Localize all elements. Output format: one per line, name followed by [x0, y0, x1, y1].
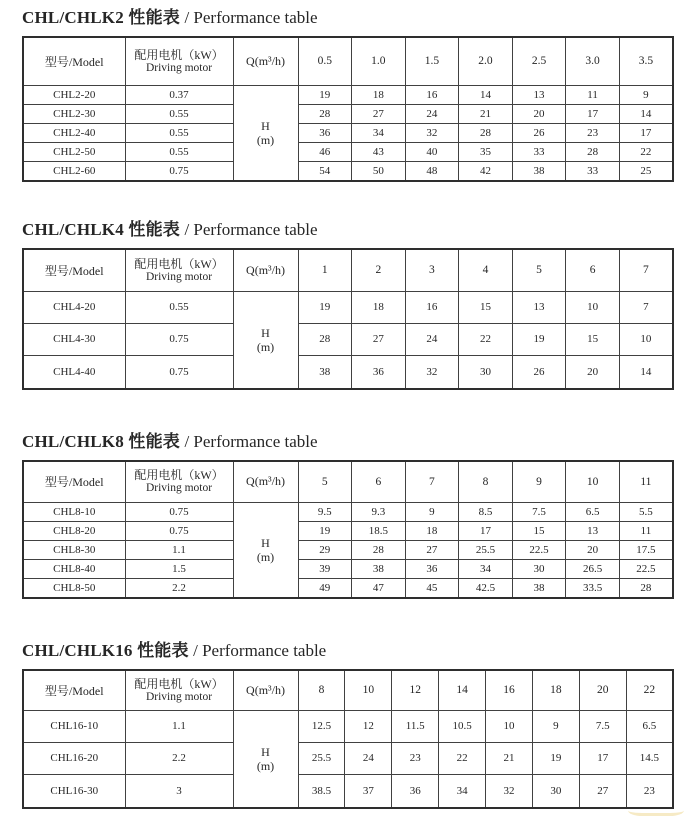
motor-power-cell: 2.2: [125, 742, 233, 774]
motor-header-english: Driving motor: [145, 482, 213, 495]
section-title-english: / Performance table: [184, 432, 318, 451]
head-value-cell: 16: [405, 85, 459, 104]
motor-power-cell: 1.1: [125, 540, 233, 559]
head-value-cell: 7: [619, 291, 673, 323]
table-row: [23, 323, 673, 355]
model-cell: CHL16-20: [23, 742, 125, 774]
motor-power-cell: 0.55: [125, 123, 233, 142]
table-row: [23, 123, 673, 142]
head-value-cell: 42: [459, 161, 513, 181]
section-title-series-cn: CHL/CHLK16 性能表: [22, 641, 194, 660]
head-value-cell: 13: [566, 521, 620, 540]
table-row: [23, 502, 673, 521]
head-value-cell: 23: [392, 742, 439, 774]
head-value-cell: 9: [619, 85, 673, 104]
head-value-cell: 27: [579, 775, 626, 809]
model-cell: CHL4-40: [23, 356, 125, 390]
motor-power-cell: 0.55: [125, 291, 233, 323]
performance-table: [22, 248, 674, 390]
section-title: [22, 218, 672, 242]
model-cell: CHL8-40: [23, 559, 125, 578]
head-value-cell: 32: [405, 356, 459, 390]
head-value-cell: 40: [405, 142, 459, 161]
flow-rate-value-header: 4: [459, 249, 513, 291]
head-value-cell: 38: [512, 578, 566, 598]
model-column-header: 型号/Model: [23, 37, 125, 85]
flow-rate-header: Q(m³/h): [233, 37, 298, 85]
flow-rate-value-header: 3: [405, 249, 459, 291]
table-row: [23, 85, 673, 104]
head-value-cell: 28: [566, 142, 620, 161]
flow-rate-value-header: 1.0: [352, 37, 406, 85]
head-value-cell: 18: [352, 291, 406, 323]
head-value-cell: 34: [439, 775, 486, 809]
motor-power-cell: 0.75: [125, 323, 233, 355]
head-value-cell: 18: [352, 85, 406, 104]
table-header-row: [23, 461, 673, 502]
table-row: [23, 559, 673, 578]
model-cell: CHL16-30: [23, 775, 125, 809]
section-title: [22, 430, 672, 454]
flow-rate-value-header: 7: [405, 461, 459, 502]
motor-column-header: [125, 670, 233, 710]
section-title-series-cn: CHL/CHLK8 性能表: [22, 432, 185, 451]
head-value-cell: 25.5: [459, 540, 513, 559]
motor-power-cell: 0.75: [125, 161, 233, 181]
performance-table: [22, 460, 674, 599]
head-value-cell: 36: [405, 559, 459, 578]
head-value-cell: 28: [459, 123, 513, 142]
head-value-cell: 22: [459, 323, 513, 355]
head-value-cell: 37: [345, 775, 392, 809]
head-value-cell: 15: [512, 521, 566, 540]
head-value-cell: 25: [619, 161, 673, 181]
head-value-cell: 18: [405, 521, 459, 540]
table-row: [23, 521, 673, 540]
head-value-cell: 46: [298, 142, 352, 161]
motor-header-chinese: 配用电机（kW）: [134, 468, 224, 483]
head-value-cell: 11.5: [392, 710, 439, 742]
head-value-cell: 15: [459, 291, 513, 323]
head-unit: (m): [256, 549, 275, 564]
head-unit-cell: [233, 85, 298, 181]
head-value-cell: 20: [512, 104, 566, 123]
head-value-cell: 35: [459, 142, 513, 161]
table-row: [23, 742, 673, 774]
motor-column-header: [125, 461, 233, 502]
motor-header-english: Driving motor: [145, 270, 213, 283]
table-row: [23, 142, 673, 161]
table-header-row: [23, 670, 673, 710]
flow-rate-value-header: 5: [512, 249, 566, 291]
head-value-cell: 17: [566, 104, 620, 123]
head-value-cell: 27: [405, 540, 459, 559]
model-cell: CHL4-30: [23, 323, 125, 355]
head-unit: (m): [256, 758, 275, 773]
head-value-cell: 36: [298, 123, 352, 142]
head-value-cell: 7.5: [512, 502, 566, 521]
head-value-cell: 26.5: [566, 559, 620, 578]
head-value-cell: 22.5: [512, 540, 566, 559]
head-value-cell: 17: [619, 123, 673, 142]
head-value-cell: 28: [298, 104, 352, 123]
head-value-cell: 26: [512, 123, 566, 142]
head-value-cell: 28: [352, 540, 406, 559]
head-value-cell: 29: [298, 540, 352, 559]
flow-rate-value-header: 8: [459, 461, 513, 502]
flow-rate-value-header: 18: [532, 670, 579, 710]
flow-rate-value-header: 12: [392, 670, 439, 710]
head-value-cell: 12: [345, 710, 392, 742]
head-value-cell: 25.5: [298, 742, 345, 774]
head-value-cell: 50: [352, 161, 406, 181]
motor-power-cell: 1.1: [125, 710, 233, 742]
head-value-cell: 30: [512, 559, 566, 578]
section-title-english: / Performance table: [184, 220, 318, 239]
model-cell: CHL2-40: [23, 123, 125, 142]
head-symbol: H: [261, 118, 270, 133]
head-value-cell: 8.5: [459, 502, 513, 521]
table-row: [23, 356, 673, 390]
head-value-cell: 10: [486, 710, 533, 742]
head-value-cell: 12.5: [298, 710, 345, 742]
motor-power-cell: 0.37: [125, 85, 233, 104]
head-value-cell: 6.5: [626, 710, 673, 742]
head-value-cell: 54: [298, 161, 352, 181]
motor-header-chinese: 配用电机（kW）: [134, 256, 224, 271]
head-value-cell: 11: [619, 521, 673, 540]
head-value-cell: 11: [566, 85, 620, 104]
flow-rate-value-header: 2.0: [459, 37, 513, 85]
head-value-cell: 7.5: [579, 710, 626, 742]
head-value-cell: 17.5: [619, 540, 673, 559]
head-value-cell: 32: [405, 123, 459, 142]
motor-power-cell: 2.2: [125, 578, 233, 598]
motor-header-chinese: 配用电机（kW）: [134, 47, 224, 62]
head-unit: (m): [256, 132, 275, 147]
head-value-cell: 48: [405, 161, 459, 181]
flow-rate-value-header: 0.5: [298, 37, 352, 85]
head-value-cell: 19: [298, 291, 352, 323]
motor-power-cell: 0.75: [125, 521, 233, 540]
head-value-cell: 6.5: [566, 502, 620, 521]
flow-rate-value-header: 3.5: [619, 37, 673, 85]
head-value-cell: 38.5: [298, 775, 345, 809]
section-title: [22, 6, 672, 30]
head-value-cell: 43: [352, 142, 406, 161]
motor-power-cell: 0.55: [125, 104, 233, 123]
flow-rate-header: Q(m³/h): [233, 670, 298, 710]
flow-rate-value-header: 1.5: [405, 37, 459, 85]
model-cell: CHL2-20: [23, 85, 125, 104]
head-value-cell: 10: [566, 291, 620, 323]
performance-section-chl-chlk16: [22, 639, 672, 809]
model-cell: CHL8-30: [23, 540, 125, 559]
model-cell: CHL4-20: [23, 291, 125, 323]
flow-rate-value-header: 10: [566, 461, 620, 502]
motor-power-cell: 0.75: [125, 502, 233, 521]
head-value-cell: 9: [532, 710, 579, 742]
flow-rate-value-header: 9: [512, 461, 566, 502]
table-row: [23, 540, 673, 559]
flow-rate-value-header: 22: [626, 670, 673, 710]
head-value-cell: 38: [352, 559, 406, 578]
table-header-row: [23, 37, 673, 85]
head-value-cell: 9.3: [352, 502, 406, 521]
motor-column-header: [125, 37, 233, 85]
table-row: [23, 775, 673, 809]
head-unit-cell: [233, 710, 298, 808]
head-value-cell: 27: [352, 323, 406, 355]
head-value-cell: 23: [566, 123, 620, 142]
model-cell: CHL16-10: [23, 710, 125, 742]
flow-rate-header: Q(m³/h): [233, 461, 298, 502]
flow-rate-value-header: 16: [486, 670, 533, 710]
head-value-cell: 14.5: [626, 742, 673, 774]
flow-rate-value-header: 10: [345, 670, 392, 710]
head-value-cell: 10.5: [439, 710, 486, 742]
model-cell: CHL8-50: [23, 578, 125, 598]
head-value-cell: 21: [486, 742, 533, 774]
table-row: [23, 161, 673, 181]
model-cell: CHL2-30: [23, 104, 125, 123]
motor-column-header: [125, 249, 233, 291]
head-unit-cell: [233, 291, 298, 389]
motor-power-cell: 3: [125, 775, 233, 809]
head-value-cell: 23: [626, 775, 673, 809]
head-value-cell: 33: [512, 142, 566, 161]
head-symbol: H: [261, 744, 270, 759]
flow-rate-value-header: 6: [566, 249, 620, 291]
flow-rate-value-header: 14: [439, 670, 486, 710]
table-row: [23, 710, 673, 742]
head-value-cell: 42.5: [459, 578, 513, 598]
head-value-cell: 13: [512, 291, 566, 323]
head-value-cell: 24: [405, 323, 459, 355]
head-value-cell: 38: [512, 161, 566, 181]
head-value-cell: 22.5: [619, 559, 673, 578]
head-value-cell: 22: [439, 742, 486, 774]
head-value-cell: 19: [298, 521, 352, 540]
section-title-series-cn: CHL/CHLK2 性能表: [22, 8, 185, 27]
head-value-cell: 34: [459, 559, 513, 578]
head-value-cell: 20: [566, 356, 620, 390]
head-value-cell: 27: [352, 104, 406, 123]
flow-rate-value-header: 1: [298, 249, 352, 291]
model-cell: CHL8-20: [23, 521, 125, 540]
model-column-header: 型号/Model: [23, 249, 125, 291]
head-value-cell: 33.5: [566, 578, 620, 598]
flow-rate-value-header: 5: [298, 461, 352, 502]
head-value-cell: 21: [459, 104, 513, 123]
model-cell: CHL8-10: [23, 502, 125, 521]
head-value-cell: 15: [566, 323, 620, 355]
head-value-cell: 10: [619, 323, 673, 355]
performance-table: [22, 36, 674, 182]
head-value-cell: 19: [532, 742, 579, 774]
performance-table: [22, 669, 674, 809]
head-value-cell: 33: [566, 161, 620, 181]
head-value-cell: 34: [352, 123, 406, 142]
head-value-cell: 9.5: [298, 502, 352, 521]
table-row: [23, 578, 673, 598]
head-value-cell: 32: [486, 775, 533, 809]
head-value-cell: 19: [512, 323, 566, 355]
head-value-cell: 19: [298, 85, 352, 104]
section-title-english: / Performance table: [184, 8, 318, 27]
table-header-row: [23, 249, 673, 291]
section-title-series-cn: CHL/CHLK4 性能表: [22, 220, 185, 239]
head-value-cell: 14: [459, 85, 513, 104]
head-value-cell: 17: [579, 742, 626, 774]
table-row: [23, 104, 673, 123]
head-value-cell: 28: [298, 323, 352, 355]
head-unit-cell: [233, 502, 298, 598]
motor-power-cell: 0.55: [125, 142, 233, 161]
head-value-cell: 39: [298, 559, 352, 578]
head-value-cell: 38: [298, 356, 352, 390]
head-value-cell: 47: [352, 578, 406, 598]
motor-power-cell: 1.5: [125, 559, 233, 578]
model-cell: CHL2-50: [23, 142, 125, 161]
head-value-cell: 20: [566, 540, 620, 559]
head-value-cell: 36: [392, 775, 439, 809]
head-value-cell: 14: [619, 104, 673, 123]
head-value-cell: 30: [459, 356, 513, 390]
head-value-cell: 14: [619, 356, 673, 390]
head-symbol: H: [261, 535, 270, 550]
head-value-cell: 24: [405, 104, 459, 123]
motor-power-cell: 0.75: [125, 356, 233, 390]
head-symbol: H: [261, 325, 270, 340]
motor-header-english: Driving motor: [145, 61, 213, 74]
model-cell: CHL2-60: [23, 161, 125, 181]
head-value-cell: 16: [405, 291, 459, 323]
head-value-cell: 18.5: [352, 521, 406, 540]
flow-rate-value-header: 2: [352, 249, 406, 291]
flow-rate-value-header: 8: [298, 670, 345, 710]
motor-header-chinese: 配用电机（kW）: [134, 676, 224, 691]
flow-rate-header: Q(m³/h): [233, 249, 298, 291]
flow-rate-value-header: 11: [619, 461, 673, 502]
head-value-cell: 36: [352, 356, 406, 390]
flow-rate-value-header: 20: [579, 670, 626, 710]
flow-rate-value-header: 3.0: [566, 37, 620, 85]
table-row: [23, 291, 673, 323]
performance-section-chl-chlk8: [22, 430, 672, 599]
section-title-english: / Performance table: [193, 641, 327, 660]
head-value-cell: 45: [405, 578, 459, 598]
motor-header-english: Driving motor: [145, 690, 213, 703]
head-value-cell: 30: [532, 775, 579, 809]
flow-rate-value-header: 6: [352, 461, 406, 502]
head-value-cell: 5.5: [619, 502, 673, 521]
head-value-cell: 22: [619, 142, 673, 161]
head-value-cell: 9: [405, 502, 459, 521]
head-value-cell: 13: [512, 85, 566, 104]
head-value-cell: 26: [512, 356, 566, 390]
section-title: [22, 639, 672, 663]
model-column-header: 型号/Model: [23, 670, 125, 710]
flow-rate-value-header: 7: [619, 249, 673, 291]
head-value-cell: 17: [459, 521, 513, 540]
head-unit: (m): [256, 339, 275, 354]
performance-section-chl-chlk4: [22, 218, 672, 390]
performance-section-chl-chlk2: [22, 6, 672, 182]
head-value-cell: 49: [298, 578, 352, 598]
head-value-cell: 28: [619, 578, 673, 598]
flow-rate-value-header: 2.5: [512, 37, 566, 85]
head-value-cell: 24: [345, 742, 392, 774]
model-column-header: 型号/Model: [23, 461, 125, 502]
